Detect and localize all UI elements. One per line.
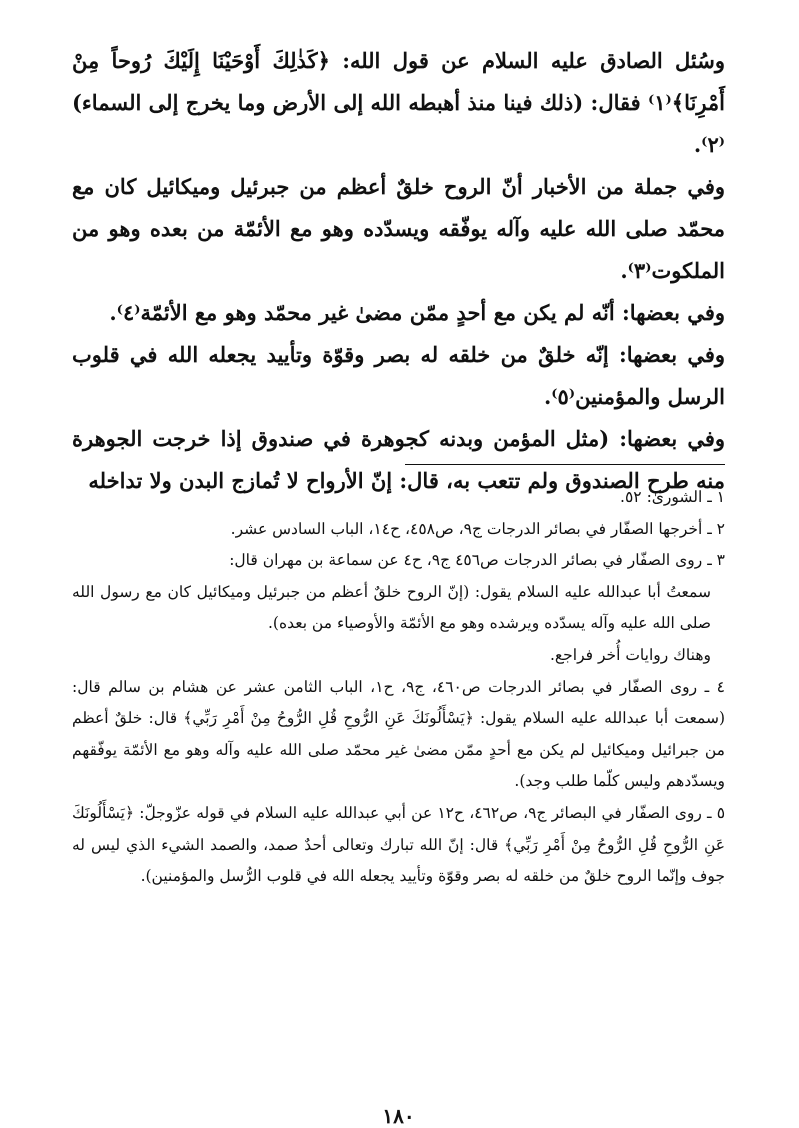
paragraph-2: وفي جملة من الأخبار أنّ الروح خلقٌ أعظم من جبرئيل وميكائيل كان مع محمّد صلى الله عليه وآله يوفّقه ويسدّده وهو مع الأئمّة من بعده وهو من الملكوت⁽٣⁾.: [72, 174, 725, 283]
paragraph-4: وفي بعضها: إنّه خلقٌ من خلقه له بصر وقوّة وتأييد يجعله الله في قلوب الرسل والمؤمنين⁽٥⁾.: [72, 342, 725, 409]
footnote-separator: [405, 464, 725, 465]
footnotes: [72, 482, 725, 893]
paragraph-5: وفي بعضها: (مثل المؤمن وبدنه كجوهرة في صندوق إذا خرجت الجوهرة منه طرح الصندوق ولم تتعب به، قال: إنّ الأرواح لا تُمازج البدن ولا تداخله: [72, 426, 725, 493]
footnote-3-quote: سمعتُ أبا عبدالله عليه السلام يقول: (إنّ الروح خلقٌ أعظم من جبرئيل وميكائيل كان مع رسول الله صلى الله عليه وآله يسدّده ويرشده وهو مع الأئمّة والأوصياء من بعده).: [72, 582, 711, 633]
footnote-4: ٤ ـ روى الصفّار في بصائر الدرجات ص٤٦٠، ج٩، ح١، الباب الثامن عشر عن هشام بن سالم قال: (سمعت أبا عبدالله عليه السلام يقول: ﴿يَسْأَلُونَكَ عَنِ الرُّوحِ قُلِ الرُّوحُ مِنْ أَمْرِ رَبِّي﴾ قال: خلقٌ أعظم من جبرائيل وميكائيل لم يكن مع أحدٍ ممّن مضىٰ غير محمّد صلى الله عليه وآله وهو مع الأئمّة يوفّقهم ويسدّدهم وليس كلّما طلب وجد).: [72, 677, 725, 791]
book-page: [72, 40, 726, 1128]
footnote-3: ٣ ـ روى الصفّار في بصائر الدرجات ص٤٥٦ ج٩، ح٤ عن سماعة بن مهران قال:: [229, 551, 725, 570]
page-number: ١٨٠: [382, 1104, 415, 1128]
footnote-2: ٢ ـ أخرجها الصفّار في بصائر الدرجات ج٩، ص٤٥٨، ح١٤، الباب السادس عشر.: [230, 519, 725, 538]
paragraph-3: وفي بعضها: أنّه لم يكن مع أحدٍ ممّن مضىٰ غير محمّد وهو مع الأئمّة⁽٤⁾.: [109, 300, 725, 325]
footnote-3-note: وهناك روايات أُخر فراجع.: [550, 645, 711, 664]
footnote-1: ١ ـ الشورىٰ: ٥٢.: [620, 488, 725, 506]
footnote-5: ٥ ـ روى الصفّار في البصائر ج٩، ص٤٦٢، ح١٢ عن أبي عبدالله عليه السلام في قوله عزّوجلّ: ﴿يَسْأَلُونَكَ عَنِ الرُّوحِ قُلِ الرُّوحُ مِنْ أَمْرِ رَبِّي﴾ قال: إنّ الله تبارك وتعالى أحدٌ صمد، والصمد الشيء الذي ليس له جوف وإنّما الروح خلقٌ من خلقه له بصر وقوّة وتأييد يجعله الله في قلوب الرُّسل والمؤمنين).: [72, 803, 726, 886]
main-text: [72, 40, 725, 502]
paragraph-1: وسُئل الصادق عليه السلام عن قول الله: ﴿كَذٰلِكَ أَوْحَيْنَا إِلَيْكَ رُوحاً مِنْ أَمْرِنَا﴾⁽١⁾ فقال: (ذلك فينا منذ أهبطه الله إلى الأرض وما يخرج إلى السماء)⁽٢⁾.: [72, 48, 725, 157]
